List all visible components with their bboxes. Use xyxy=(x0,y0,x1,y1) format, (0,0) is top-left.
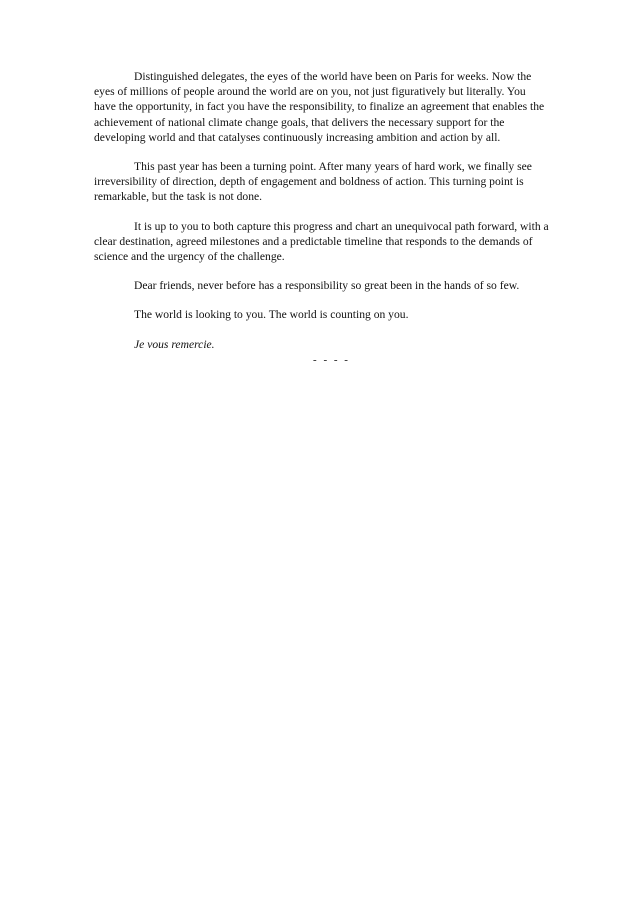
paragraph-turning-point: This past year has been a turning point. After many years of hard work, we finally see irreversibility of direction, depth of engagement and boldness of action. This turning point is remarkable, but the task is not done. xyxy=(94,160,532,204)
paragraph-path-forward: It is up to you to both capture this progress and chart an unequivocal path forward, with a clear destination, agreed milestones and a predictable timeline that responds to the demands of science and the urgency of the challenge. xyxy=(94,219,549,264)
paragraph-world-looking: The world is looking to you. The world is counting on you. xyxy=(134,308,409,322)
speech-body xyxy=(94,69,549,366)
paragraph-dear-friends: Dear friends, never before has a responsibility so great been in the hands of so few. xyxy=(134,279,520,293)
paragraph-closing: Je vous remercie. xyxy=(134,337,215,351)
end-mark: - - - - xyxy=(313,353,350,366)
paragraph-delegates: Distinguished delegates, the eyes of the world have been on Paris for weeks. Now the eyes of millions of people around the world are on you, not just figuratively but literally. You have the opportunity, in fact you have the responsibility, to finalize an agreement that enables the achievement of national climate change goals, that delivers the necessary support for the developing world and that catalyses continuously increasing ambition and action by all. xyxy=(94,70,545,144)
